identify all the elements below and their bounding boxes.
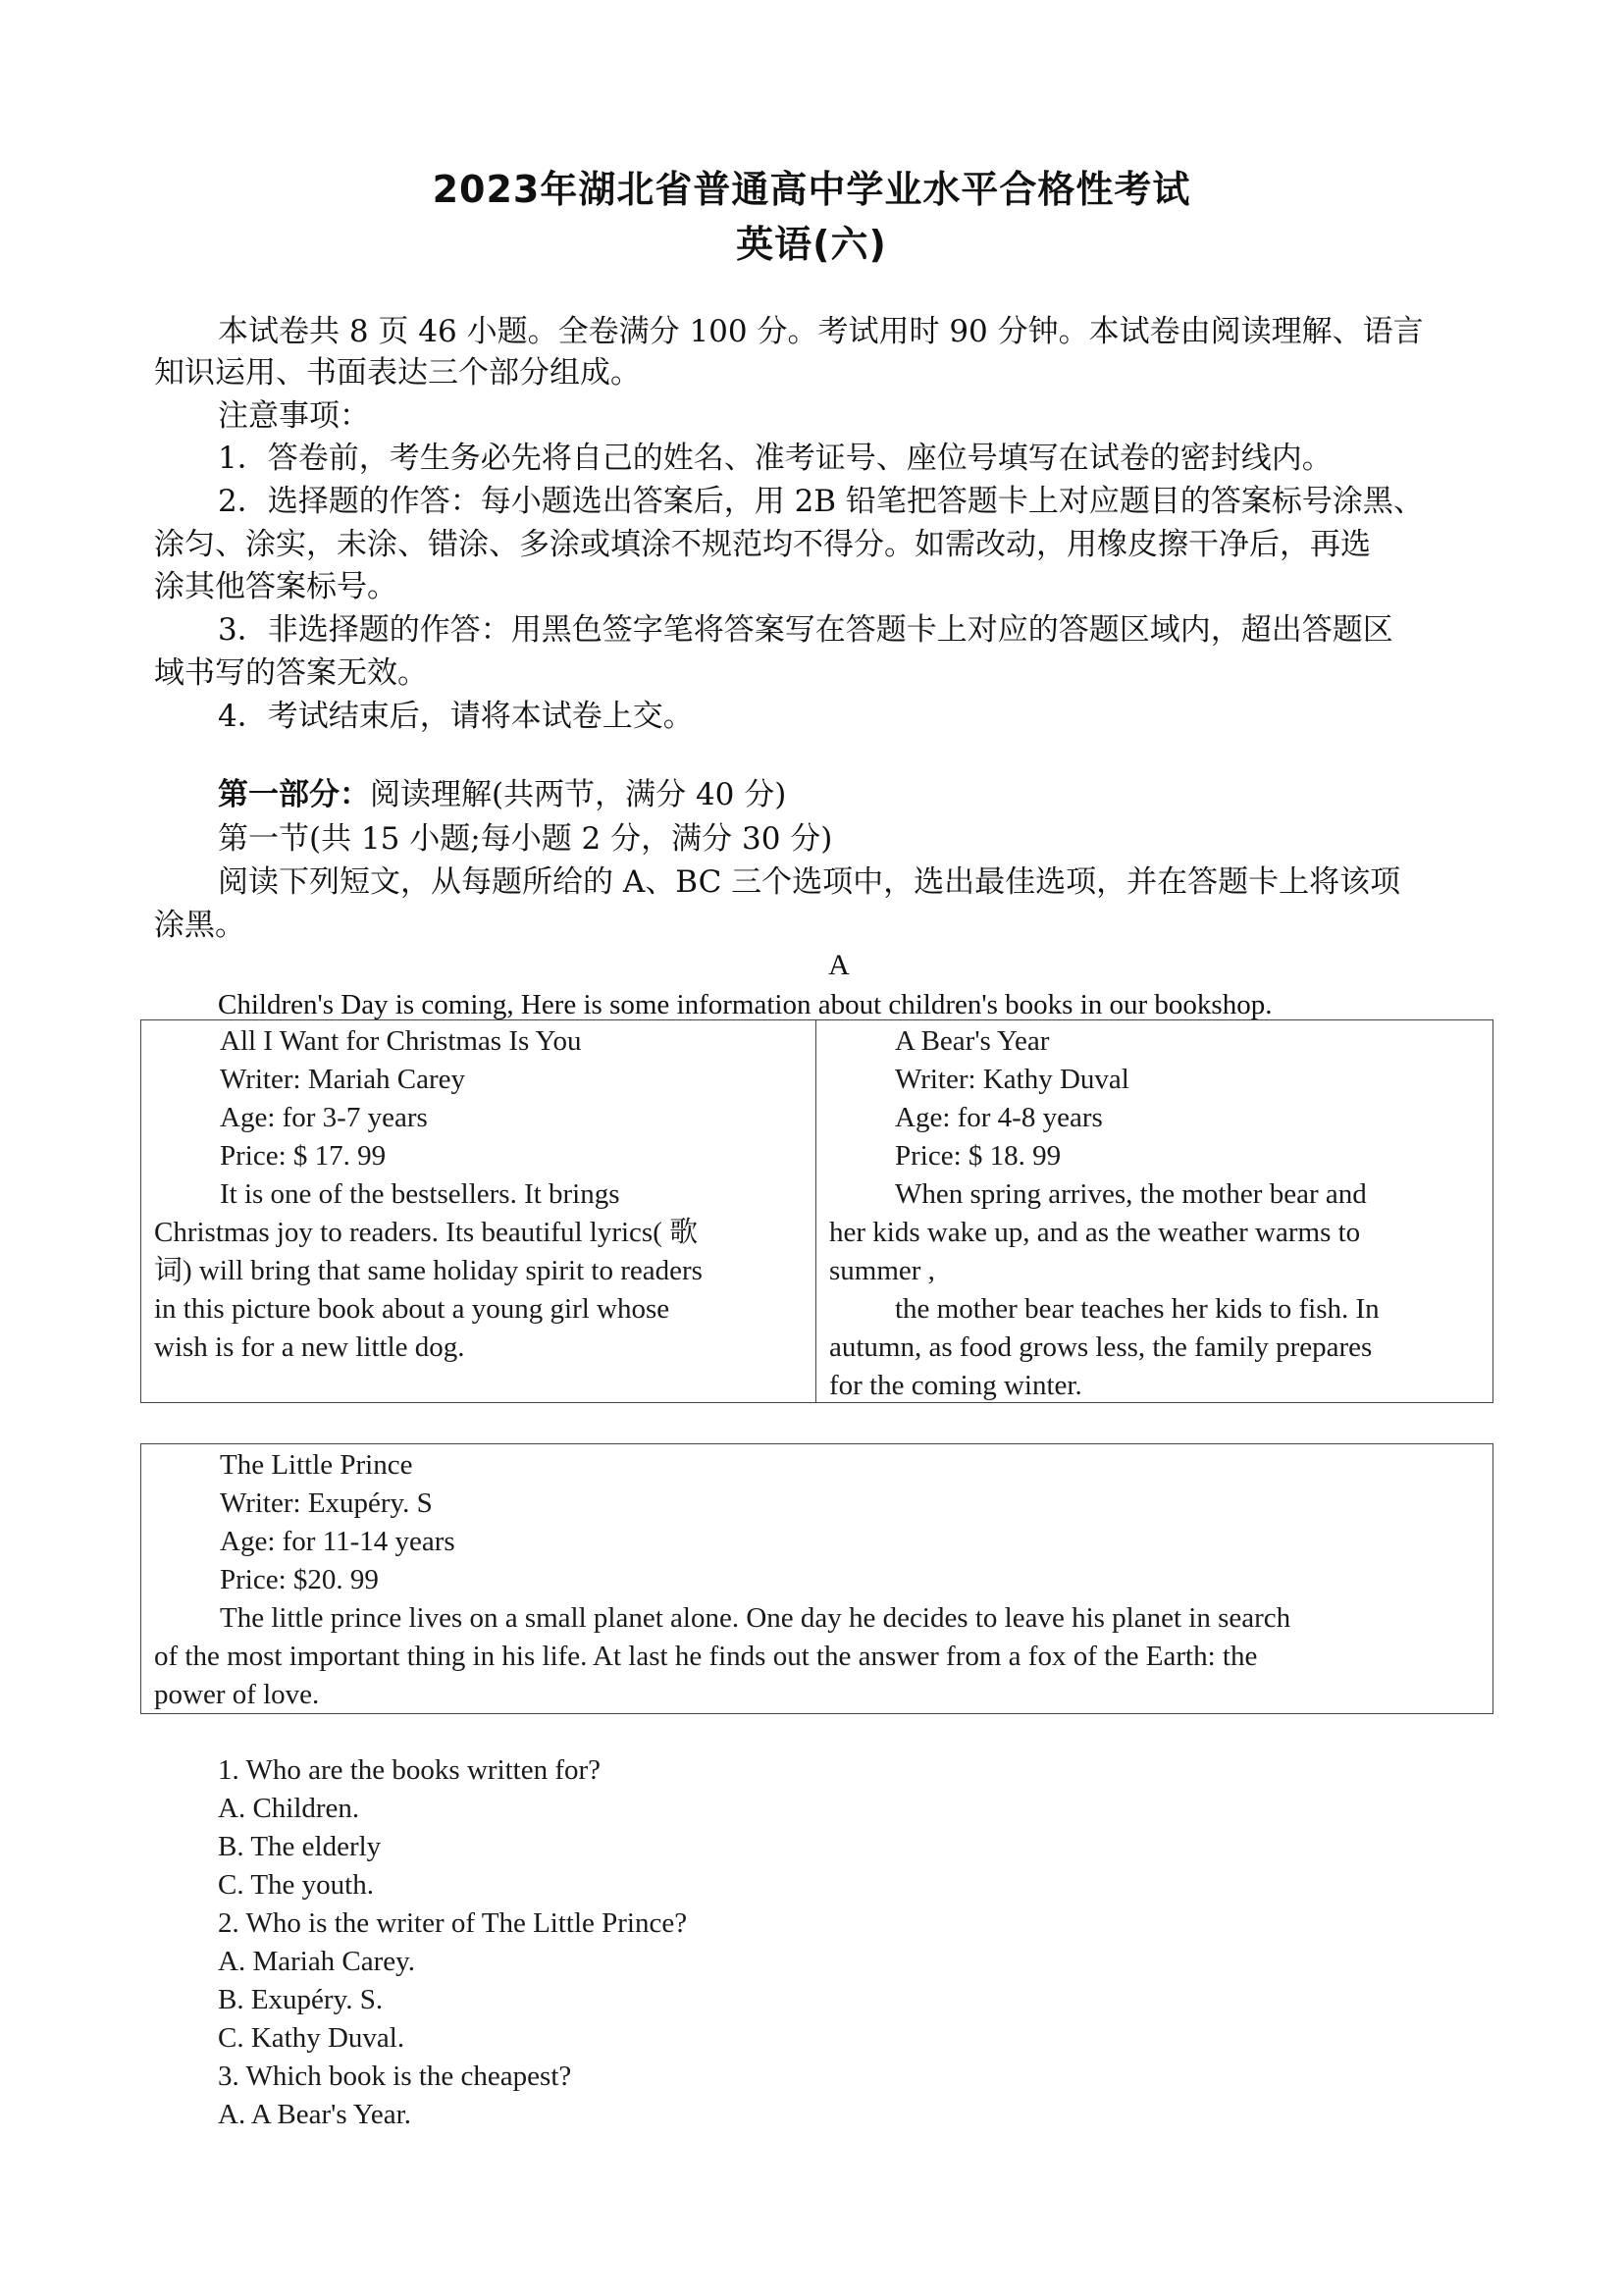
book-cell-prince xyxy=(154,1446,1484,1714)
book-cell-christmas xyxy=(154,1022,797,1367)
passage-label: A xyxy=(828,949,850,981)
notice-2a: 2．选择题的作答：每小题选出答案后，用 2B 铅笔把答题卡上对应题目的答案标号涂黑、 xyxy=(218,484,1424,519)
book-desc-line: the mother bear teaches her kids to fish. In xyxy=(895,1293,1380,1325)
notice-2c: 涂其他答案标号。 xyxy=(154,569,397,604)
option: A. A Bear's Year. xyxy=(218,2099,411,2130)
question-1: 1. Who are the books written for? xyxy=(218,1754,602,1786)
option: A. Mariah Carey. xyxy=(218,1946,416,1977)
book-price: Price: $20. 99 xyxy=(220,1564,379,1595)
question-2: 2. Who is the writer of The Little Prince? xyxy=(218,1907,688,1939)
intro-line-1: 本试卷共 8 页 46 小题。全卷满分 100 分。考试用时 90 分钟。本试卷由阅读理解、语言 xyxy=(218,314,1424,349)
book-desc-line: Christmas joy to readers. Its beautiful lyrics( 歌 xyxy=(154,1217,699,1248)
notice-2b: 涂匀、涂实，未涂、错涂、多涂或填涂不规范均不得分。如需改动，用橡皮擦干净后，再选 xyxy=(154,527,1371,562)
section-1-heading: 第一节(共 15 小题;每小题 2 分，满分 30 分) xyxy=(218,821,833,857)
option: C. Kathy Duval. xyxy=(218,2022,405,2054)
notice-heading: 注意事项： xyxy=(218,398,370,434)
book-desc-line: It is one of the bestsellers. It brings xyxy=(220,1178,620,1210)
book-title: The Little Prince xyxy=(220,1449,413,1481)
book-desc-line: The little prince lives on a small planet alone. One day he decides to leave his planet in search xyxy=(220,1602,1291,1634)
notice-3b: 域书写的答案无效。 xyxy=(154,655,428,691)
book-desc-line: wish is for a new little dog. xyxy=(154,1331,465,1363)
book-writer: Writer: Exupéry. S xyxy=(220,1487,433,1519)
book-price: Price: $ 18. 99 xyxy=(895,1140,1062,1172)
part1-heading-bold: 第一部分： xyxy=(218,777,370,812)
book-desc-line: power of love. xyxy=(154,1679,320,1710)
book-desc-line: autumn, as food grows less, the family prepares xyxy=(829,1331,1373,1363)
book-desc-line: in this picture book about a young girl whose xyxy=(154,1293,670,1325)
option: A. Children. xyxy=(218,1793,360,1824)
passage-intro: Children's Day is coming, Here is some information about children's books in our bookshop. xyxy=(218,989,1273,1020)
instruction-line-2: 涂黑。 xyxy=(154,908,245,943)
book-title: A Bear's Year xyxy=(895,1025,1050,1057)
notice-3a: 3．非选择题的作答：用黑色签字笔将答案写在答题卡上对应的答题区域内，超出答题区 xyxy=(218,612,1393,648)
part1-heading xyxy=(218,773,786,816)
option: B. Exupéry. S. xyxy=(218,1984,384,2015)
book-age: Age: for 11-14 years xyxy=(220,1526,455,1557)
option: C. The youth. xyxy=(218,1869,374,1901)
exam-title: 2023年湖北省普通高中学业水平合格性考试 xyxy=(432,168,1191,211)
book-age: Age: for 3-7 years xyxy=(220,1102,428,1133)
notice-1: 1．答卷前，考生务必先将自己的姓名、准考证号、座位号填写在试卷的密封线内。 xyxy=(218,441,1333,476)
question-list xyxy=(218,1751,1395,2134)
book-desc-line: summer , xyxy=(829,1255,935,1286)
notice-4: 4．考试结束后，请将本试卷上交。 xyxy=(218,699,694,734)
instruction-line-1: 阅读下列短文，从每题所给的 A、BC 三个选项中，选出最佳选项，并在答题卡上将该项 xyxy=(218,864,1401,900)
book-desc-line: When spring arrives, the mother bear and xyxy=(895,1178,1367,1210)
book-writer: Writer: Kathy Duval xyxy=(895,1064,1129,1095)
book-desc-line: her kids wake up, and as the weather warms to xyxy=(829,1217,1361,1248)
book-desc-line: 词) will bring that same holiday spirit to readers xyxy=(154,1255,703,1286)
book-desc-line: of the most important thing in his life. At last he finds out the answer from a fox of the Earth: the xyxy=(154,1641,1258,1672)
intro-line-2: 知识运用、书面表达三个部分组成。 xyxy=(154,355,641,391)
book-desc-line: for the coming winter. xyxy=(829,1370,1082,1401)
exam-subtitle: 英语(六) xyxy=(736,223,887,266)
book-age: Age: for 4-8 years xyxy=(895,1102,1103,1133)
book-title: All I Want for Christmas Is You xyxy=(220,1025,582,1057)
option: B. The elderly xyxy=(218,1831,382,1862)
part1-heading-rest: 阅读理解(共两节，满分 40 分) xyxy=(370,777,787,812)
book-writer: Writer: Mariah Carey xyxy=(220,1064,466,1095)
question-3: 3. Which book is the cheapest? xyxy=(218,2061,572,2092)
book-table-divider xyxy=(815,1019,816,1403)
book-cell-bear xyxy=(829,1022,1482,1405)
book-price: Price: $ 17. 99 xyxy=(220,1140,387,1172)
